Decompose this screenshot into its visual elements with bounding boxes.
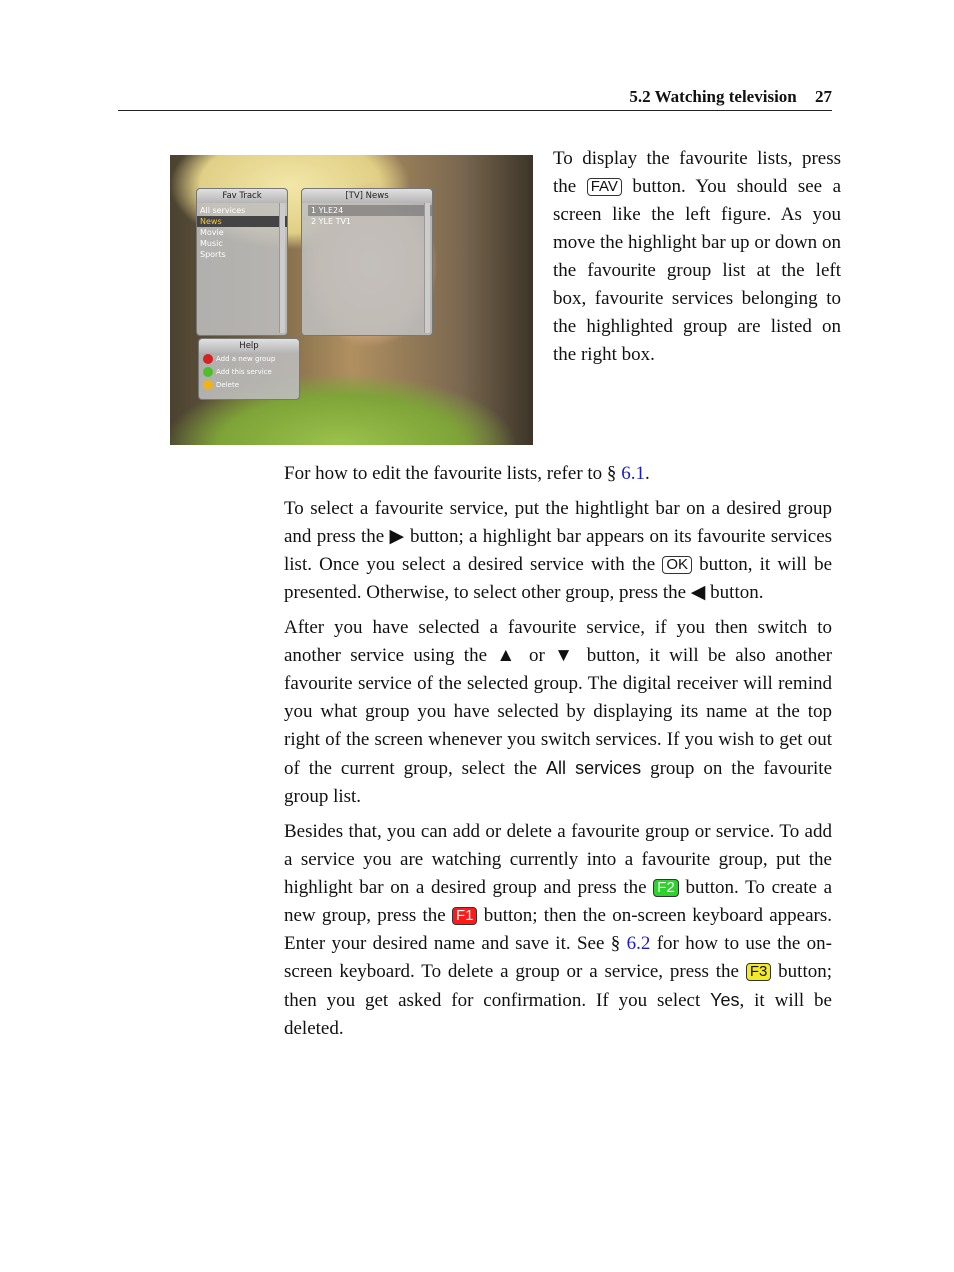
text: group on the favourite group list.: [284, 758, 833, 807]
left-arrow-icon: ◀: [690, 582, 706, 603]
scrollbar: [279, 203, 285, 333]
right-arrow-icon: ▶: [389, 526, 405, 547]
body-text: [284, 460, 832, 1050]
header-text: [615, 87, 832, 107]
fav-group-item: Music: [200, 239, 223, 248]
text: For how to edit the favourite lists, refer to §: [284, 463, 617, 484]
text: To select a favourite service, put the hightlight bar on a desired group and press the: [284, 498, 832, 547]
paragraph-select-service: [284, 495, 832, 607]
paragraph-add-delete: [284, 818, 832, 1043]
fav-group-item: All services: [200, 206, 246, 215]
service-list: [302, 205, 432, 227]
up-arrow-icon: ▲: [496, 645, 520, 666]
text: button; then you get asked for confirmation. If you select: [284, 961, 833, 1011]
text: Besides that, you can add or delete a favourite group or service. To add a service you are watching currently into a favourite group, put the highlight bar on a desired group and press the: [284, 821, 832, 898]
f2-key: F2: [653, 879, 679, 897]
section-link-6-2[interactable]: 6.2: [626, 933, 651, 954]
help-row: [199, 379, 299, 392]
help-label: Delete: [216, 381, 239, 389]
news-list-panel: [301, 188, 433, 336]
service-item: 1 YLE24: [308, 205, 432, 216]
text: button, it will be also another favourite service of the selected group. The digital receiver will remind you what group you have selected by displaying its name at the top right of the screen whenever you switch services. If you wish to get out of the current group, select the: [284, 645, 833, 779]
all-services-label: All services: [545, 758, 642, 778]
red-button-icon: [203, 354, 213, 364]
section-title: 5.2 Watching television: [629, 87, 797, 106]
fav-group-item: Movie: [200, 228, 224, 237]
text: After you have selected a favourite service, if you then switch to another service using the: [284, 617, 832, 666]
fav-track-title: Fav Track: [197, 189, 287, 203]
page-number: 27: [815, 87, 832, 106]
text: button. To create a new group, press the: [284, 877, 833, 926]
news-list-title: [TV] News: [302, 189, 432, 203]
text: for how to use the on-screen keyboard. To delete a group or a service, press the: [284, 933, 833, 982]
fav-track-panel: [196, 188, 288, 336]
text: .: [644, 463, 650, 484]
fav-key: FAV: [587, 178, 622, 196]
yes-label: Yes: [710, 990, 740, 1010]
side-text: button. You should see a screen like the left figure. As you move the highlight bar up or down on the favourite group list at the left box, favourite services belonging to the highlighted group are listed on the right box.: [553, 176, 842, 365]
down-arrow-icon: ▼: [554, 645, 578, 666]
text: button, it will be presented. Otherwise, to select other group, press the: [284, 554, 832, 603]
fav-group-item-selected: News: [197, 216, 287, 227]
yellow-button-icon: [203, 380, 213, 390]
fav-group-list: [197, 205, 287, 260]
green-button-icon: [203, 367, 213, 377]
running-header: [118, 86, 832, 111]
side-paragraph: [553, 145, 841, 369]
f1-key: F1: [452, 907, 478, 925]
help-label: Add a new group: [216, 355, 276, 363]
help-row: [199, 366, 299, 379]
service-item: 2 YLE TV1: [311, 217, 352, 226]
help-row: [199, 353, 299, 366]
text: button; a highlight bar appears on its favourite services list. Once you select a desired service with the: [284, 526, 833, 575]
text: , it will be deleted.: [284, 990, 832, 1039]
help-panel: [198, 338, 300, 400]
scrollbar: [424, 203, 430, 333]
paragraph-edit-ref: [284, 460, 832, 488]
help-label: Add this service: [216, 368, 272, 376]
text: button.: [710, 582, 764, 603]
screenshot-figure: [170, 155, 533, 445]
paragraph-switch-service: [284, 614, 832, 811]
text: or: [528, 645, 545, 666]
side-text: To display the favourite lists, press the: [553, 148, 841, 197]
ok-key: OK: [662, 556, 692, 574]
text: button; then the on-screen keyboard appears. Enter your desired name and save it. See §: [284, 905, 833, 954]
section-link-6-1[interactable]: 6.1: [621, 463, 645, 484]
f3-key: F3: [746, 963, 772, 981]
help-title: Help: [199, 339, 299, 353]
fav-group-item: Sports: [200, 250, 226, 259]
